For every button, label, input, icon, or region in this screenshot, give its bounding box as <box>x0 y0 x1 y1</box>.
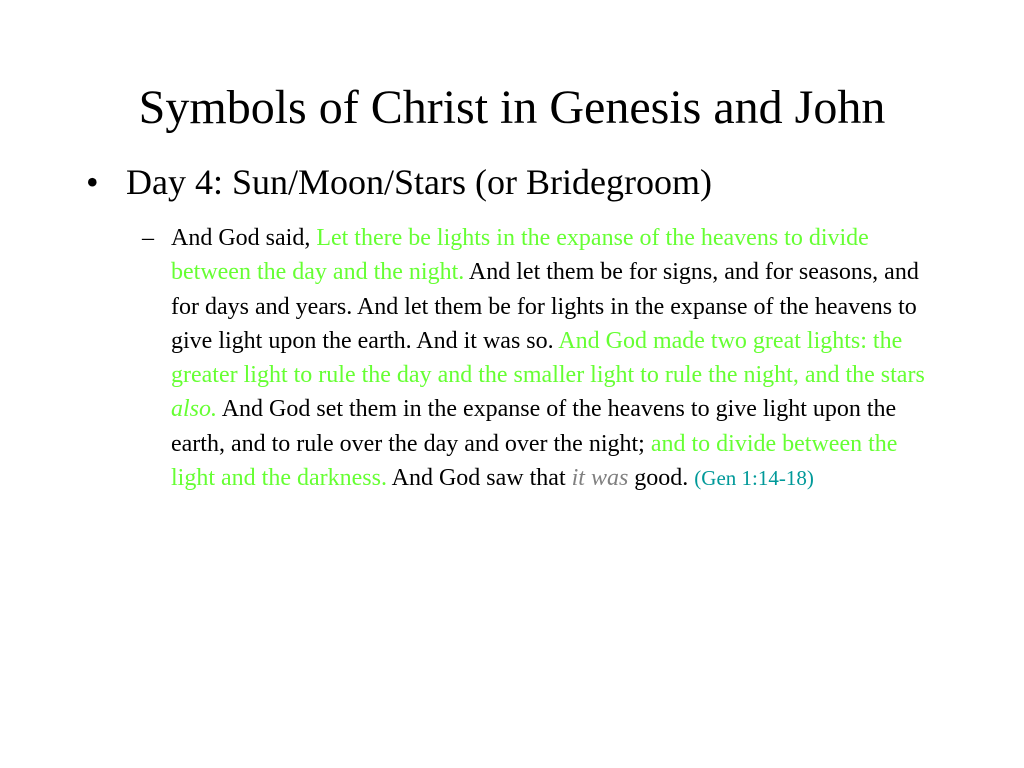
passage-segment-plain: And God said, <box>171 225 317 251</box>
slide-title: Symbols of Christ in Genesis and John <box>138 81 886 134</box>
sub-bullet-marker: – <box>142 225 154 251</box>
passage-segment-plain: And let them be for signs, and for seasons, and for days and years. And let them be for lights in the expanse of the heavens to give light upon the earth. And it was so. <box>171 259 919 354</box>
scripture-reference: (Gen 1:14-18) <box>694 466 814 491</box>
passage-segment-plain: And God set them in the expanse of the heavens to give light upon the earth, and to rule over the day and over the night; <box>171 396 897 457</box>
passage-segment-plain: good. <box>628 465 695 492</box>
passage-segment-highlight: and to divide between the light and the darkness. <box>171 430 898 492</box>
passage-segment-highlight: Let there be lights in the expanse of the heavens to divide between the day and the night. <box>171 225 869 286</box>
bullet-item <box>86 160 966 204</box>
passage-segment-highlight: And God made two great lights: the greater light to rule the day and the smaller light to rule the night, and the stars <box>171 327 925 389</box>
bullet-text: Day 4: Sun/Moon/Stars (or Bridegroom) <box>126 162 712 202</box>
scripture-passage <box>171 221 942 495</box>
passage-segment-highlight-italic: also. <box>171 396 218 423</box>
sub-bullet-item <box>142 221 942 495</box>
bullet-marker: • <box>86 162 99 202</box>
passage-segment-plain: And God saw that <box>386 465 572 492</box>
passage-segment-supplied-words: it was <box>571 465 629 492</box>
